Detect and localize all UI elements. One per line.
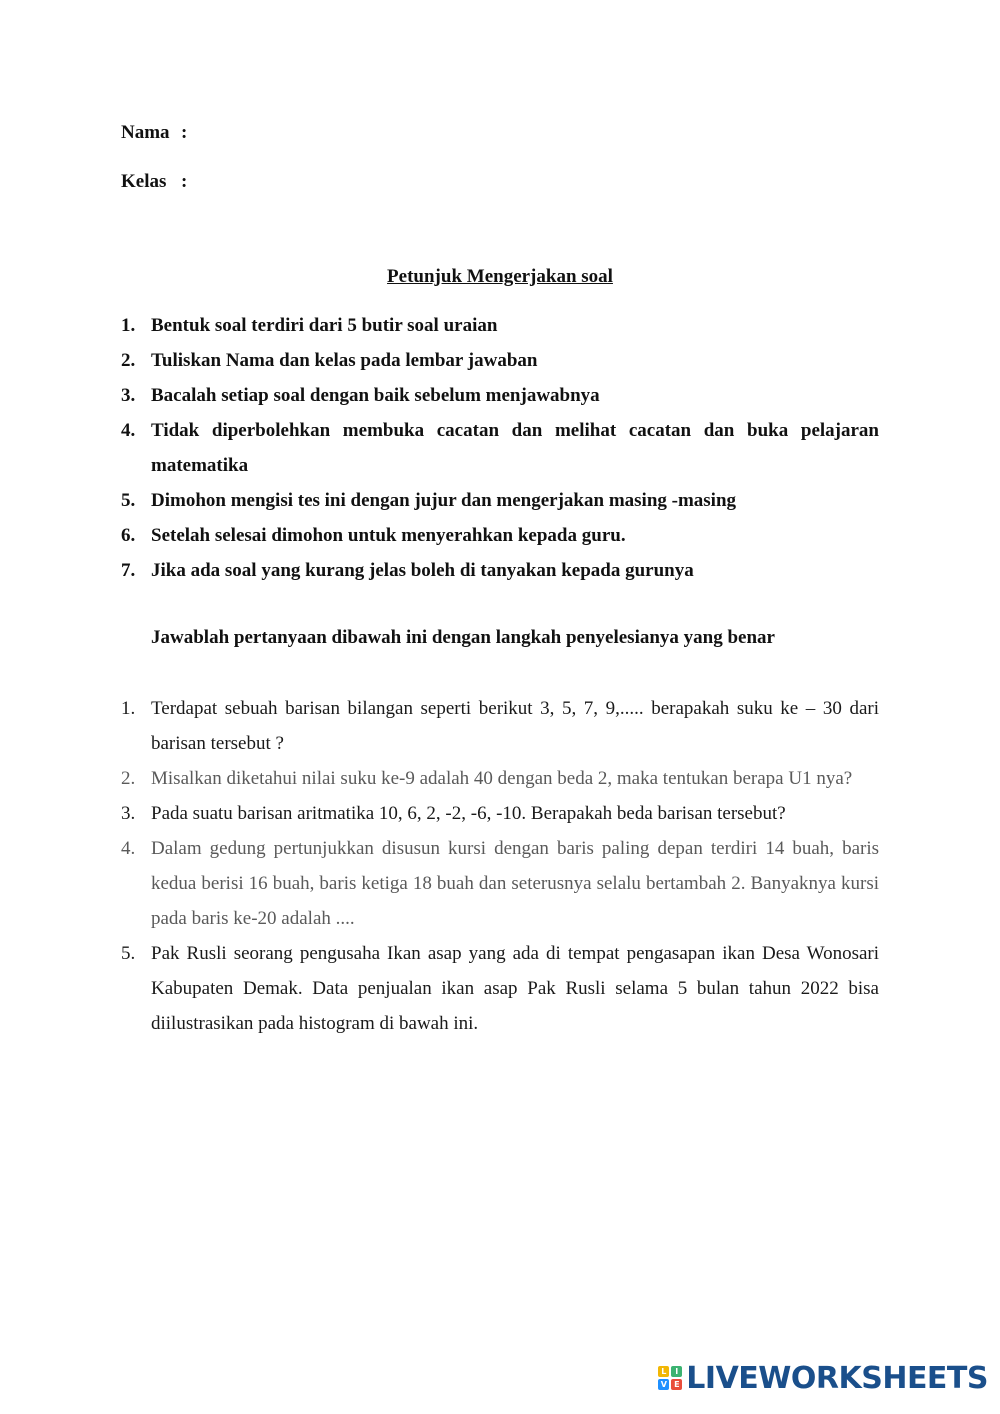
question-item: 3. Pada suatu barisan aritmatika 10, 6, 2, -2, -6, -10. Berapakah beda barisan tersebut?: [121, 803, 786, 824]
instructions-list: [121, 308, 879, 588]
name-field: [121, 122, 188, 144]
instruction-item: 3. Bacalah setiap soal dengan baik sebelum menjawabnya: [121, 385, 600, 406]
logo-tile: L: [658, 1366, 669, 1377]
instruction-item: 2. Tuliskan Nama dan kelas pada lembar jawaban: [121, 350, 538, 371]
class-separator: :: [181, 171, 188, 192]
instruction-item: 5. Dimohon mengisi tes ini dengan jujur dan mengerjakan masing -masing: [121, 490, 737, 511]
class-label: Kelas: [121, 171, 167, 192]
task-heading: Jawablah pertanyaan dibawah ini dengan langkah penyelesianya yang benar: [151, 627, 775, 648]
liveworksheets-brand: [658, 1358, 988, 1398]
logo-tile: E: [671, 1379, 682, 1390]
question-item: 4. Dalam gedung pertunjukkan disusun kursi dengan baris paling depan terdiri 14 buah, baris kedua berisi 16 buah, baris ketiga 18 buah dan seterusnya selalu bertambah 2. Banyaknya kursi pada baris ke-20 adalah ....: [121, 838, 879, 929]
name-label: Nama: [121, 122, 170, 143]
instruction-item: 1. Bentuk soal terdiri dari 5 butir soal uraian: [121, 315, 498, 336]
question-item: 2. Misalkan diketahui nilai suku ke-9 adalah 40 dengan beda 2, maka tentukan berapa U1 nya?: [121, 768, 853, 789]
brand-wordmark: LIVEWORKSHEETS: [686, 1360, 988, 1396]
instructions-title: Petunjuk Mengerjakan soal: [387, 266, 613, 287]
questions-list: [121, 691, 879, 1041]
logo-tile: V: [658, 1379, 669, 1390]
logo-tile: I: [671, 1366, 682, 1377]
instruction-item: 4. Tidak diperbolehkan membuka cacatan dan melihat cacatan dan buka pelajaran matematika: [121, 420, 879, 476]
instruction-item: 6. Setelah selesai dimohon untuk menyerahkan kepada guru.: [121, 525, 626, 546]
question-item: 1. Terdapat sebuah barisan bilangan seperti berikut 3, 5, 7, 9,..... berapakah suku ke – 30 dari barisan tersebut ?: [121, 698, 879, 754]
instruction-item: 7. Jika ada soal yang kurang jelas boleh di tanyakan kepada gurunya: [121, 560, 694, 581]
question-item: 5. Pak Rusli seorang pengusaha Ikan asap yang ada di tempat pengasapan ikan Desa Wonosari Kabupaten Demak. Data penjualan ikan asap Pak Rusli selama 5 bulan tahun 2022 bisa diilustrasikan pada histogram di bawah ini.: [121, 943, 879, 1034]
name-separator: :: [181, 122, 188, 143]
liveworksheets-logo-icon: [658, 1366, 682, 1390]
class-field: [121, 171, 188, 193]
